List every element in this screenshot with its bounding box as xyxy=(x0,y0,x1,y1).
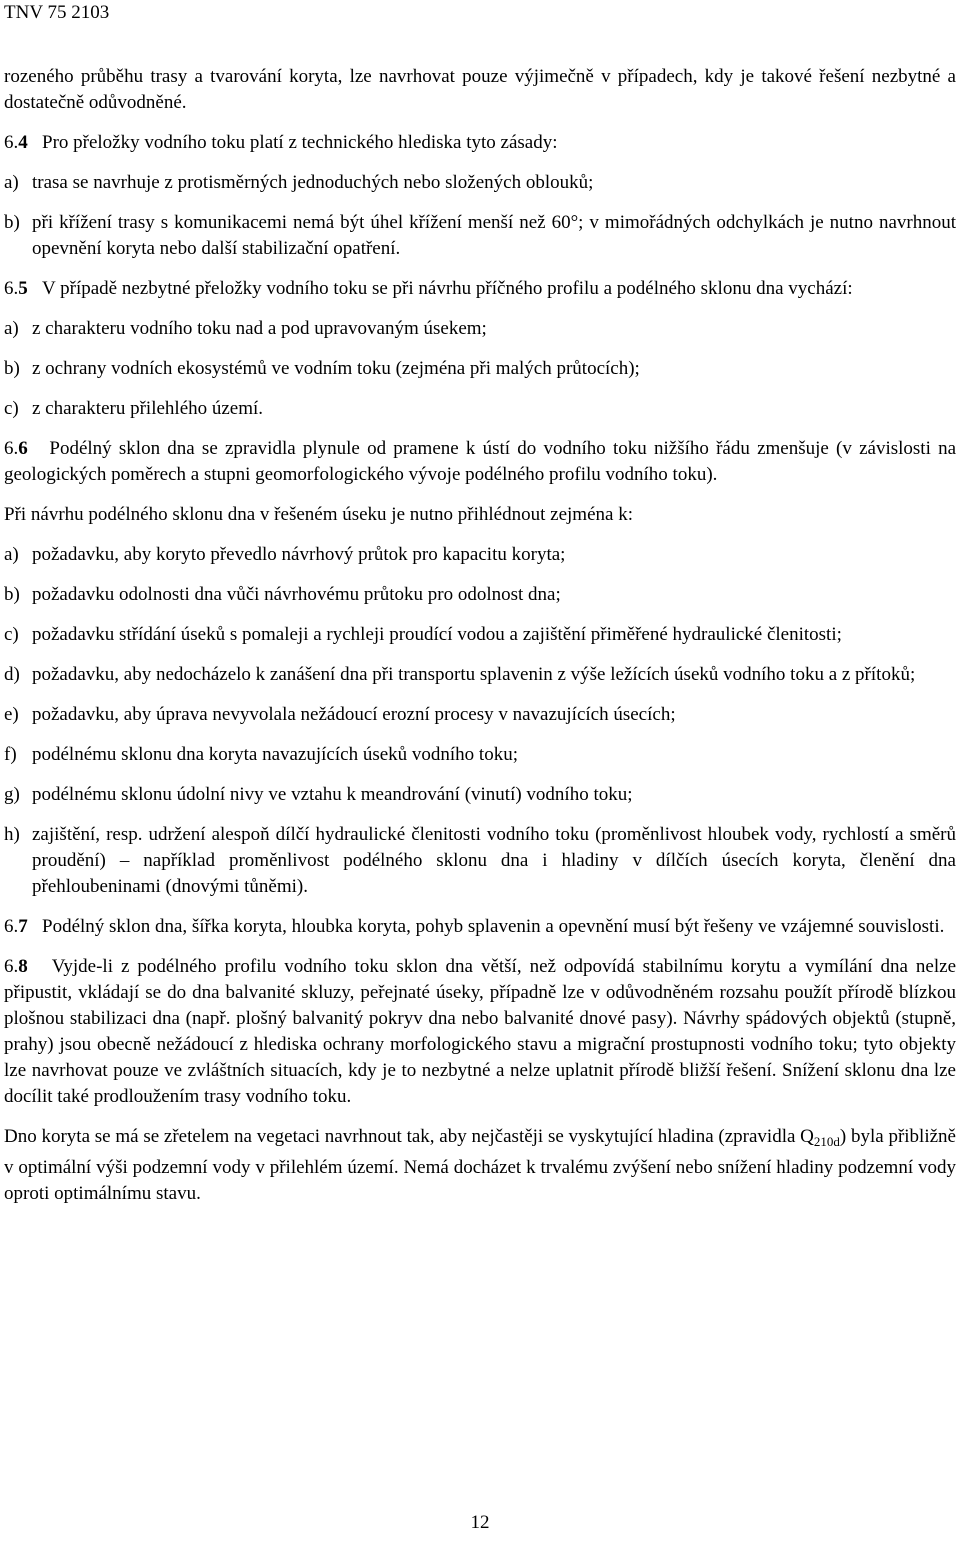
list-item-label: a) xyxy=(4,544,19,565)
section-number-prefix: 6. xyxy=(4,278,19,299)
list-item xyxy=(4,782,956,808)
section-6-6-text: Podélný sklon dna se zpravidla plynule od pramene k ústí do vodního toku nižšího řádu zmenšuje (v závislosti na geologických poměrech a stupni geomorfologického vývoje podélného profilu vodního toku). xyxy=(4,438,957,485)
section-6-8-text: Vyjde-li z podélného profilu vodního toku sklon dna větší, než odpovídá stabilnímu korytu a vymílání dna nelze připustit, vkládají se do dna balvanité skluzy, peřejnaté úseky, případně lze v odůvodněném rozsahu použít přírodě blízkou plošnou stabilizaci dna (např. plošný balvanitý pokryv dna nebo balvanité dnové pasy). Návrhy spádových objektů (stupně, prahy) jsou obecně nežádoucí z hlediska ochrany morfologického stavu a migrační prostupnosti vodního toku; tyto objekty lze navrhovat pouze ve zvláštních situacích, kdy je to nezbytné a nelze uplatnit přírodě bližší řešení. Snížení sklonu dna lze docílit také prodloužením trasy vodního toku. xyxy=(4,956,957,1107)
list-item-text: požadavku odolnosti dna vůči návrhovému průtoku pro odolnost dna; xyxy=(32,584,561,605)
list-item-text: požadavku, aby úprava nevyvolala nežádoucí erozní procesy v navazujících úsecích; xyxy=(32,704,676,725)
section-6-4-heading xyxy=(4,130,956,156)
list-item-label: g) xyxy=(4,784,20,805)
list-item xyxy=(4,822,956,900)
list-item xyxy=(4,742,956,768)
section-number-digit: 7 xyxy=(18,916,28,937)
list-item xyxy=(4,316,956,342)
list-item-text: požadavku, aby nedocházelo k zanášení dna při transportu splavenin z výše ležících úseků vodního toku a z přítoků; xyxy=(32,664,916,685)
section-number-digit: 8 xyxy=(18,956,28,977)
list-item-text: z charakteru přilehlého území. xyxy=(32,398,264,419)
list-item-label: d) xyxy=(4,664,20,685)
list-item-label: b) xyxy=(4,584,20,605)
list-item-label: c) xyxy=(4,398,19,419)
list-item-label: b) xyxy=(4,212,20,233)
section-number-digit: 5 xyxy=(18,278,28,299)
section-6-8-paragraph xyxy=(4,954,956,1110)
section-number-prefix: 6. xyxy=(4,956,19,977)
section-6-7-text: Podélný sklon dna, šířka koryta, hloubka koryta, pohyb splavenin a opevnění musí být řešeny ve vzájemné souvislosti. xyxy=(42,916,945,937)
list-item-text: požadavku, aby koryto převedlo návrhový průtok pro kapacitu koryta; xyxy=(32,544,566,565)
section-number-digit: 6 xyxy=(18,438,28,459)
section-6-6-paragraph xyxy=(4,436,956,488)
list-item-label: h) xyxy=(4,824,20,845)
section-6-6-second-paragraph: Při návrhu podélného sklonu dna v řešeném úseku je nutno přihlédnout zejména k: xyxy=(4,504,633,525)
section-number-prefix: 6. xyxy=(4,438,19,459)
page-number: 12 xyxy=(470,1512,490,1533)
list-item xyxy=(4,702,956,728)
list-item-label: a) xyxy=(4,172,19,193)
list-item-label: f) xyxy=(4,744,17,765)
section-number xyxy=(4,278,28,299)
section-number xyxy=(4,956,28,977)
section-6-8-second-paragraph xyxy=(4,1124,956,1207)
list-item-label: a) xyxy=(4,318,19,339)
subscript: 210d xyxy=(813,1134,840,1149)
list-item-text: z charakteru vodního toku nad a pod upravovaným úsekem; xyxy=(32,318,487,339)
section-6-7-paragraph xyxy=(4,914,956,940)
list-item-label: c) xyxy=(4,624,19,645)
section-number-digit: 4 xyxy=(18,132,28,153)
list-item-text: podélnému sklonu údolní nivy ve vztahu k meandrování (vinutí) vodního toku; xyxy=(32,784,633,805)
section-number xyxy=(4,438,28,459)
section-6-5-text: V případě nezbytné přeložky vodního toku se při návrhu příčného profilu a podélného sklonu dna vychází: xyxy=(42,278,853,299)
list-item xyxy=(4,356,956,382)
list-item xyxy=(4,396,956,422)
list-item xyxy=(4,582,956,608)
list-item xyxy=(4,542,956,568)
list-item xyxy=(4,210,956,262)
list-item xyxy=(4,662,956,688)
section-number-prefix: 6. xyxy=(4,132,19,153)
list-item-text: při křížení trasy s komunikacemi nemá být úhel křížení menší než 60°; v mimořádných odchylkách je nutno navrhnout opevnění koryta nebo další stabilizační opatření. xyxy=(32,212,956,259)
document-code: TNV 75 2103 xyxy=(4,2,110,23)
list-item-text: z ochrany vodních ekosystémů ve vodním toku (zejména při malých průtocích); xyxy=(32,358,640,379)
section-6-4-text: Pro přeložky vodního toku platí z technického hlediska tyto zásady: xyxy=(42,132,558,153)
intro-paragraph: rozeného průběhu trasy a tvarování koryta, lze navrhovat pouze výjimečně v případech, kdy je takové řešení nezbytné a dostatečně odůvodněné. xyxy=(4,66,956,113)
section-number-prefix: 6. xyxy=(4,916,19,937)
section-number xyxy=(4,132,28,153)
section-number xyxy=(4,916,28,937)
list-item-label: b) xyxy=(4,358,20,379)
list-item-label: e) xyxy=(4,704,19,725)
document-body xyxy=(4,64,956,1207)
list-item xyxy=(4,622,956,648)
paragraph-text-start: Dno koryta se má se zřetelem na vegetaci navrhnout tak, aby nejčastěji se vyskytující hladina (zpravidla Q xyxy=(4,1126,814,1147)
list-item xyxy=(4,170,956,196)
list-item-text: podélnému sklonu dna koryta navazujících úseků vodního toku; xyxy=(32,744,518,765)
list-item-text: trasa se navrhuje z protisměrných jednoduchých nebo složených oblouků; xyxy=(32,172,594,193)
list-item-text: požadavku střídání úseků s pomaleji a rychleji proudící vodou a zajištění přiměřené hydraulické členitosti; xyxy=(32,624,842,645)
list-item-text: zajištění, resp. udržení alespoň dílčí hydraulické členitosti vodního toku (proměnlivost hloubek vody, rychlostí a směrů proudění) – například proměnlivost podélného sklonu dna i hladiny v dílčích úsecích koryta, členění dna přehloubeninami (dnovými tůněmi). xyxy=(32,824,956,897)
paragraph-text-end: ) byla přibližně v optimální výši podzemní vody v přilehlém území. Nemá docházet k trvalému zvýšení nebo snížení hladiny podzemní vody oproti optimálnímu stavu. xyxy=(4,1126,956,1204)
section-6-5-paragraph xyxy=(4,276,956,302)
